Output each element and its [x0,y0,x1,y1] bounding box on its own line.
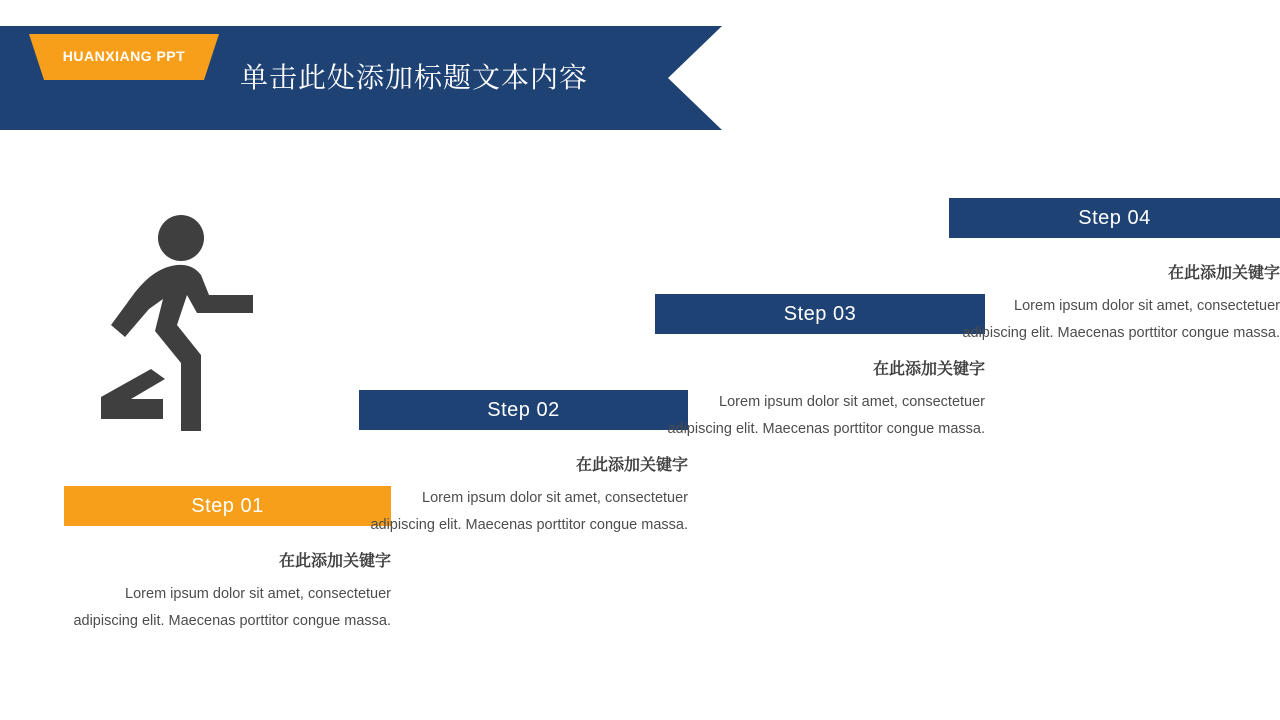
step-keyword-3: 在此添加关键字 [872,359,985,378]
step-label-2[interactable]: Step 02 [359,390,688,430]
step-keyword-4: 在此添加关键字 [1167,263,1280,282]
slide-header [0,26,722,130]
step-body-1: Lorem ipsum dolor sit amet, consectetuer adipiscing elit. Maecenas porttitor congue massa. [73,586,391,629]
step-block-2 [359,390,688,539]
step-label-4[interactable]: Step 04 [949,198,1280,238]
step-keyword-1: 在此添加关键字 [278,551,391,570]
page-title: 单击此处添加标题文本内容 [240,61,589,94]
running-person-icon [85,213,275,453]
step-body-4: Lorem ipsum dolor sit amet, consectetuer adipiscing elit. Maecenas porttitor congue massa. [962,298,1280,341]
step-label-1[interactable]: Step 01 [64,486,391,526]
step-block-4 [949,198,1280,347]
step-label-3[interactable]: Step 03 [655,294,985,334]
step-keyword-2: 在此添加关键字 [575,455,688,474]
step-block-3 [655,294,985,443]
step-block-1 [64,486,391,635]
step-body-3: Lorem ipsum dolor sit amet, consectetuer adipiscing elit. Maecenas porttitor congue massa. [667,394,985,437]
brand-label: HUANXIANG PPT [62,48,186,64]
step-body-2: Lorem ipsum dolor sit amet, consectetuer adipiscing elit. Maecenas porttitor congue massa. [370,490,688,533]
